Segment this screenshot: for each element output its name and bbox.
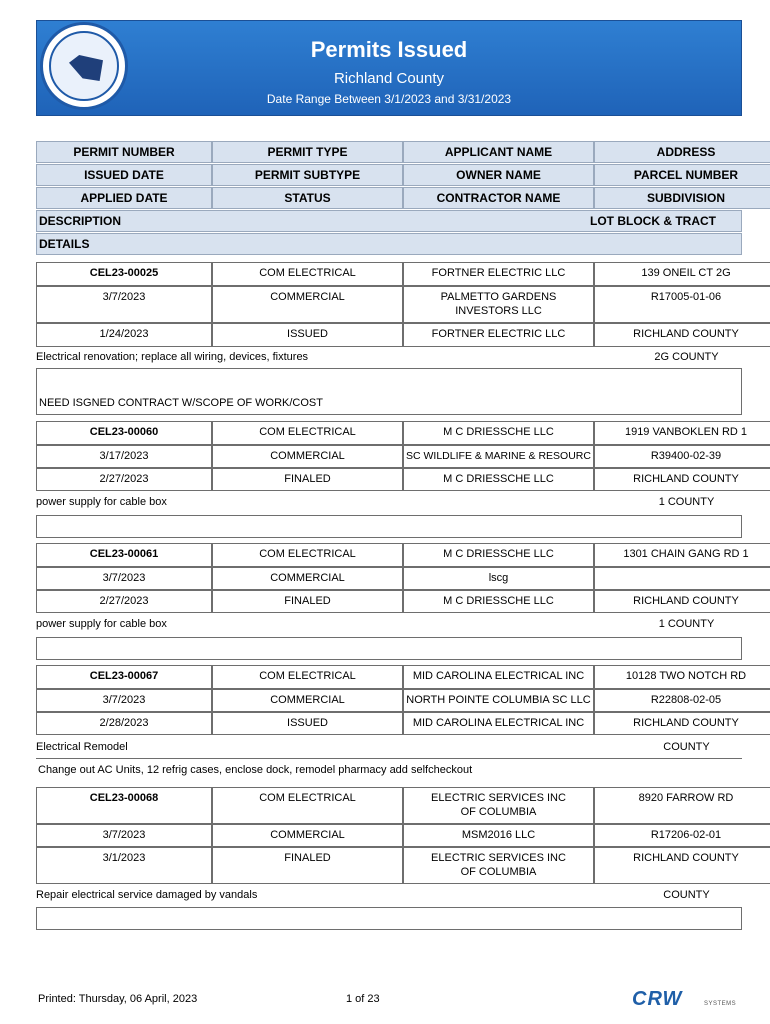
- printed-date: Printed: Thursday, 06 April, 2023: [38, 993, 198, 1005]
- address: 1301 CHAIN GANG RD 1: [594, 543, 770, 567]
- county-seal-icon: [40, 22, 128, 110]
- contractor-name: MID CAROLINA ELECTRICAL INC: [403, 712, 594, 735]
- applied-date: 2/27/2023: [36, 590, 212, 613]
- applicant-name: MID CAROLINA ELECTRICAL INC: [403, 665, 594, 689]
- address: 1919 VANBOKLEN RD 1: [594, 421, 770, 445]
- permit-subtype: COMMERCIAL: [212, 445, 403, 468]
- header-row-3: [36, 187, 742, 210]
- logo-text: CRW: [632, 988, 683, 1010]
- permit-type: COM ELECTRICAL: [212, 543, 403, 567]
- header-row-5: [36, 233, 742, 256]
- status: FINALED: [212, 847, 403, 884]
- subdivision: RICHLAND COUNTY: [594, 590, 770, 613]
- description: power supply for cable box: [36, 496, 167, 508]
- permit-number: CEL23-00060: [36, 421, 212, 445]
- col-applicant-name: APPLICANT NAME: [403, 141, 594, 163]
- description: Electrical renovation; replace all wiring, devices, fixtures: [36, 351, 309, 363]
- applicant-name: ELECTRIC SERVICES INC OF COLUMBIA: [403, 787, 594, 824]
- applicant-name: FORTNER ELECTRIC LLC: [403, 262, 594, 286]
- seal-ring: [49, 31, 119, 101]
- status: ISSUED: [212, 323, 403, 347]
- permit-number: CEL23-00061: [36, 543, 212, 567]
- lot-block-tract: COUNTY: [663, 741, 710, 753]
- description: Repair electrical service damaged by vandals: [36, 889, 258, 901]
- issued-date: 3/7/2023: [36, 824, 212, 847]
- details-box: [36, 515, 742, 538]
- parcel-number: R17005-01-06: [594, 286, 770, 323]
- address: 10128 TWO NOTCH RD: [594, 665, 770, 689]
- subdivision: RICHLAND COUNTY: [594, 847, 770, 884]
- permit-type: COM ELECTRICAL: [212, 665, 403, 689]
- col-applied-date: APPLIED DATE: [36, 187, 212, 209]
- parcel-number: R39400-02-39: [594, 445, 770, 468]
- permit-type: COM ELECTRICAL: [212, 262, 403, 286]
- header-row-4: [36, 210, 742, 233]
- issued-date: 3/17/2023: [36, 445, 212, 468]
- permit-number: CEL23-00068: [36, 787, 212, 824]
- col-contractor-name: CONTRACTOR NAME: [403, 187, 594, 209]
- details-box: [36, 368, 742, 415]
- lot-block-tract: 2G COUNTY: [654, 351, 719, 363]
- subdivision: RICHLAND COUNTY: [594, 712, 770, 735]
- parcel-number: R17206-02-01: [594, 824, 770, 847]
- col-owner-name: OWNER NAME: [403, 164, 594, 186]
- applicant-name: M C DRIESSCHE LLC: [403, 421, 594, 445]
- details-box: [36, 637, 742, 660]
- address: 139 ONEIL CT 2G: [594, 262, 770, 286]
- owner-name: lscg: [403, 567, 594, 590]
- owner-name: SC WILDLIFE & MARINE & RESOURC: [403, 445, 594, 468]
- col-status: STATUS: [212, 187, 403, 209]
- contractor-name: ELECTRIC SERVICES INC OF COLUMBIA: [403, 847, 594, 884]
- subdivision: RICHLAND COUNTY: [594, 323, 770, 347]
- description: power supply for cable box: [36, 618, 167, 630]
- lot-block-tract: 1 COUNTY: [658, 496, 715, 508]
- col-permit-type: PERMIT TYPE: [212, 141, 403, 163]
- issued-date: 3/7/2023: [36, 689, 212, 712]
- header-row-1: [36, 141, 742, 164]
- parcel-number: [594, 567, 770, 590]
- permit-subtype: COMMERCIAL: [212, 286, 403, 323]
- permit-number: CEL23-00025: [36, 262, 212, 286]
- applied-date: 2/28/2023: [36, 712, 212, 735]
- details-box: [36, 907, 742, 930]
- owner-name: PALMETTO GARDENS INVESTORS LLC: [403, 286, 594, 323]
- contractor-name: FORTNER ELECTRIC LLC: [403, 323, 594, 347]
- col-permit-number: PERMIT NUMBER: [36, 141, 212, 163]
- issued-date: 3/7/2023: [36, 286, 212, 323]
- permit-number: CEL23-00067: [36, 665, 212, 689]
- lot-block-tract: 1 COUNTY: [658, 618, 715, 630]
- col-description-row: [36, 210, 742, 232]
- status: FINALED: [212, 590, 403, 613]
- col-issued-date: ISSUED DATE: [36, 164, 212, 186]
- logo-subtext: SYSTEMS: [704, 1001, 737, 1007]
- col-description: DESCRIPTION: [39, 214, 122, 228]
- report-title: Permits Issued: [310, 37, 468, 62]
- col-permit-subtype: PERMIT SUBTYPE: [212, 164, 403, 186]
- permit-type: COM ELECTRICAL: [212, 787, 403, 824]
- page-number: 1 of 23: [346, 993, 380, 1005]
- address: 8920 FARROW RD: [594, 787, 770, 824]
- col-address: ADDRESS: [594, 141, 770, 163]
- details-text: Change out AC Units, 12 refrig cases, enclose dock, remodel pharmacy add selfcheckout: [38, 764, 473, 776]
- applied-date: 2/27/2023: [36, 468, 212, 491]
- applied-date: 1/24/2023: [36, 323, 212, 347]
- description: Electrical Remodel: [36, 741, 128, 753]
- col-details: DETAILS: [36, 233, 742, 255]
- applied-date: 3/1/2023: [36, 847, 212, 884]
- status: ISSUED: [212, 712, 403, 735]
- parcel-number: R22808-02-05: [594, 689, 770, 712]
- permit-subtype: COMMERCIAL: [212, 689, 403, 712]
- subdivision: RICHLAND COUNTY: [594, 468, 770, 491]
- report-header: [36, 20, 742, 116]
- contractor-name: M C DRIESSCHE LLC: [403, 590, 594, 613]
- permit-subtype: COMMERCIAL: [212, 567, 403, 590]
- date-range: Date Range Between 3/1/2023 and 3/31/2023: [266, 92, 512, 106]
- owner-name: MSM2016 LLC: [403, 824, 594, 847]
- contractor-name: M C DRIESSCHE LLC: [403, 468, 594, 491]
- owner-name: NORTH POINTE COLUMBIA SC LLC: [403, 689, 594, 712]
- crw-logo-icon: [632, 988, 737, 1012]
- permit-subtype: COMMERCIAL: [212, 824, 403, 847]
- permit-type: COM ELECTRICAL: [212, 421, 403, 445]
- status: FINALED: [212, 468, 403, 491]
- details-text: NEED ISGNED CONTRACT W/SCOPE OF WORK/COST: [39, 397, 323, 409]
- header-row-2: [36, 164, 742, 187]
- county-name: Richland County: [333, 70, 445, 87]
- issued-date: 3/7/2023: [36, 567, 212, 590]
- col-subdivision: SUBDIVISION: [594, 187, 770, 209]
- divider: [36, 758, 742, 759]
- col-lot-block-tract: LOT BLOCK & TRACT: [590, 214, 716, 228]
- col-parcel-number: PARCEL NUMBER: [594, 164, 770, 186]
- applicant-name: M C DRIESSCHE LLC: [403, 543, 594, 567]
- state-shape-icon: [69, 55, 103, 81]
- lot-block-tract: COUNTY: [663, 889, 710, 901]
